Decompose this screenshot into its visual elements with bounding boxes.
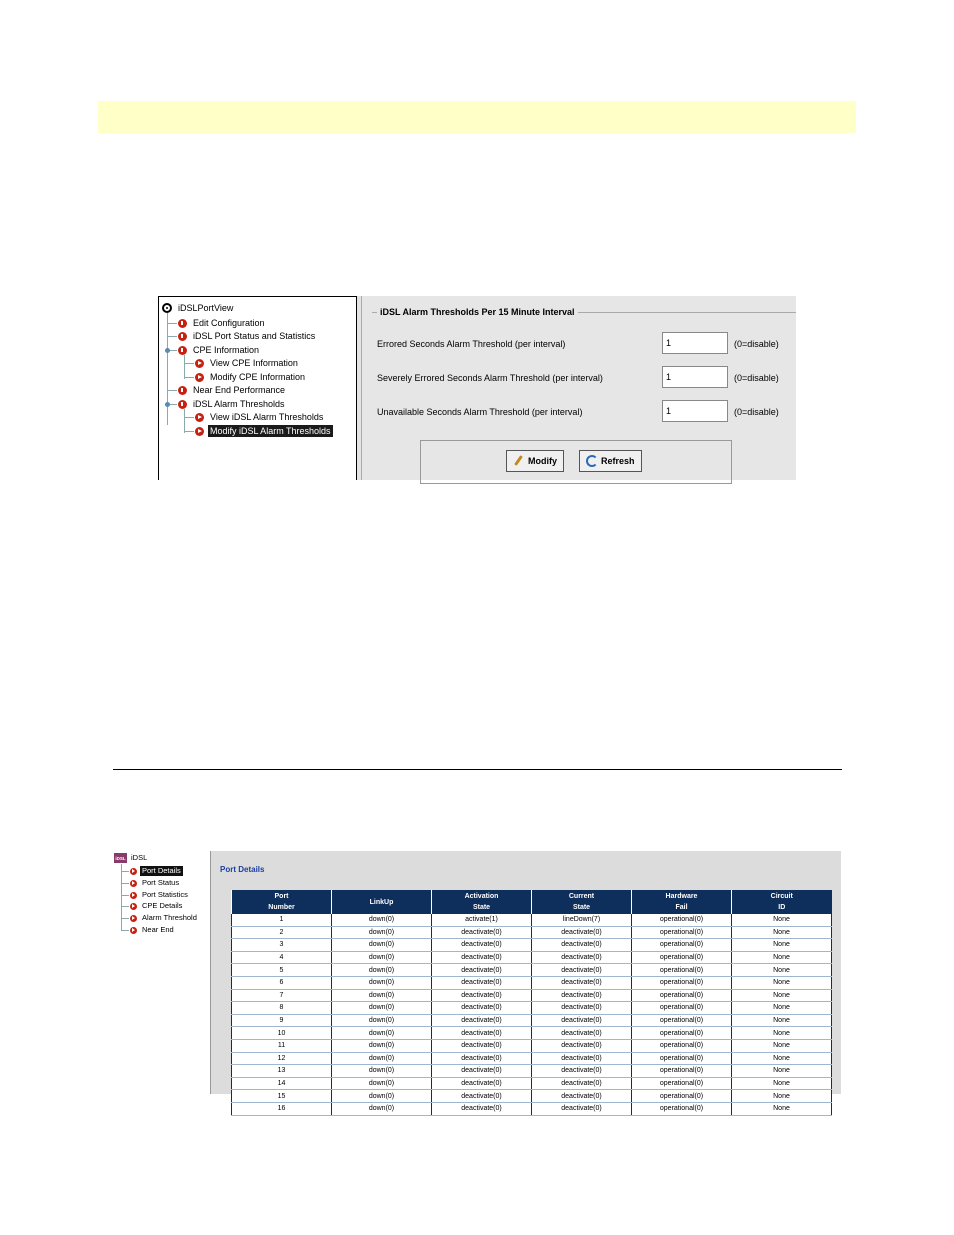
table-row[interactable]: [232, 964, 832, 977]
expand-handle-icon[interactable]: [165, 348, 170, 353]
tree-item-port-details[interactable]: Port Details: [130, 866, 183, 876]
table-row[interactable]: [232, 926, 832, 939]
arrow-bullet-icon: [130, 903, 137, 910]
table-cell: deactivate(0): [532, 1052, 632, 1065]
tree-item-view-cpe-information[interactable]: View CPE Information: [195, 357, 300, 369]
errored-seconds-label: Errored Seconds Alarm Threshold (per interval): [377, 339, 566, 349]
table-cell: None: [732, 1052, 832, 1065]
tree-line: [121, 864, 122, 930]
column-header[interactable]: Circuit ID: [732, 890, 832, 914]
table-cell: operational(0): [632, 939, 732, 952]
idsl-logo-icon: iDSL: [114, 853, 127, 863]
alert-bullet-icon: [178, 386, 187, 395]
port-details-body: [232, 914, 832, 1115]
table-cell: operational(0): [632, 1014, 732, 1027]
table-cell: operational(0): [632, 951, 732, 964]
tree-item-view-alarm-thresholds[interactable]: View iDSL Alarm Thresholds: [195, 411, 325, 423]
table-cell: lineDown(7): [532, 914, 632, 926]
table-cell: 13: [232, 1065, 332, 1078]
table-cell: deactivate(0): [432, 951, 532, 964]
table-cell: operational(0): [632, 1002, 732, 1015]
table-cell: down(0): [332, 1002, 432, 1015]
table-cell: 3: [232, 939, 332, 952]
button-group: [420, 440, 732, 484]
table-cell: operational(0): [632, 1102, 732, 1115]
tree-line: [121, 918, 129, 919]
table-cell: 16: [232, 1102, 332, 1115]
arrow-bullet-icon: [130, 868, 137, 875]
alert-bullet-icon: [178, 400, 187, 409]
table-cell: 1: [232, 914, 332, 926]
arrow-bullet-icon: [130, 927, 137, 934]
panel-title: iDSL Alarm Thresholds Per 15 Minute Interval: [377, 307, 578, 317]
table-cell: operational(0): [632, 1065, 732, 1078]
unavailable-seconds-input[interactable]: [662, 400, 728, 422]
table-cell: deactivate(0): [532, 1039, 632, 1052]
table-cell: deactivate(0): [432, 1002, 532, 1015]
table-cell: 12: [232, 1052, 332, 1065]
table-cell: deactivate(0): [432, 926, 532, 939]
table-cell: 11: [232, 1039, 332, 1052]
table-row[interactable]: [232, 1090, 832, 1103]
table-row[interactable]: [232, 1027, 832, 1040]
port-details-panel: [211, 851, 841, 1113]
table-cell: 4: [232, 951, 332, 964]
port-details-table: [231, 890, 832, 1116]
tree-item-alarm-threshold[interactable]: Alarm Threshold: [130, 913, 199, 923]
tree-item-edit-configuration[interactable]: Edit Configuration: [178, 317, 267, 329]
expand-handle-icon[interactable]: [165, 402, 170, 407]
table-cell: 6: [232, 976, 332, 989]
root-node-icon: [162, 303, 172, 313]
arrow-bullet-icon: [195, 427, 204, 436]
table-cell: deactivate(0): [532, 951, 632, 964]
table-cell: deactivate(0): [532, 1014, 632, 1027]
errored-seconds-hint: (0=disable): [734, 339, 779, 349]
table-cell: operational(0): [632, 926, 732, 939]
table-cell: None: [732, 1014, 832, 1027]
alert-bullet-icon: [178, 319, 187, 328]
table-cell: deactivate(0): [532, 1102, 632, 1115]
table-cell: deactivate(0): [432, 1027, 532, 1040]
tree-item-modify-alarm-thresholds[interactable]: Modify iDSL Alarm Thresholds: [195, 425, 333, 437]
column-header[interactable]: Activation State: [432, 890, 532, 914]
page-title: Port Details: [220, 865, 265, 874]
table-cell: down(0): [332, 1027, 432, 1040]
table-cell: None: [732, 964, 832, 977]
tree-line: [167, 390, 177, 391]
table-cell: deactivate(0): [532, 1002, 632, 1015]
tree-item-near-end[interactable]: Near End: [130, 925, 176, 935]
tree-line: [184, 363, 194, 364]
table-row[interactable]: [232, 914, 832, 926]
table-cell: down(0): [332, 976, 432, 989]
table-cell: down(0): [332, 1077, 432, 1090]
table-cell: operational(0): [632, 1052, 732, 1065]
tree-line: [121, 930, 129, 931]
table-cell: None: [732, 989, 832, 1002]
table-cell: operational(0): [632, 989, 732, 1002]
table-cell: deactivate(0): [432, 989, 532, 1002]
port-details-screenshot: [113, 851, 841, 1113]
arrow-bullet-icon: [195, 413, 204, 422]
table-cell: 9: [232, 1014, 332, 1027]
tree-line: [167, 323, 177, 324]
column-header[interactable]: Current State: [532, 890, 632, 914]
severely-errored-seconds-input[interactable]: [662, 366, 728, 388]
alarm-thresholds-panel: [361, 296, 796, 480]
highlight-bar: [98, 101, 856, 133]
table-cell: down(0): [332, 951, 432, 964]
table-row[interactable]: [232, 951, 832, 964]
table-row[interactable]: [232, 1065, 832, 1078]
table-cell: activate(1): [432, 914, 532, 926]
table-cell: deactivate(0): [432, 976, 532, 989]
tree-line: [184, 431, 194, 432]
severely-errored-seconds-hint: (0=disable): [734, 373, 779, 383]
table-cell: None: [732, 976, 832, 989]
table-row[interactable]: [232, 1002, 832, 1015]
table-cell: None: [732, 1002, 832, 1015]
table-cell: None: [732, 951, 832, 964]
table-cell: deactivate(0): [432, 1065, 532, 1078]
column-header[interactable]: Port Number: [232, 890, 332, 914]
table-cell: 15: [232, 1090, 332, 1103]
tree-line: [121, 895, 129, 896]
table-cell: None: [732, 914, 832, 926]
table-cell: 14: [232, 1077, 332, 1090]
table-cell: down(0): [332, 1039, 432, 1052]
table-cell: down(0): [332, 926, 432, 939]
tree-item-modify-cpe-information[interactable]: Modify CPE Information: [195, 371, 307, 383]
table-cell: deactivate(0): [432, 964, 532, 977]
table-cell: down(0): [332, 939, 432, 952]
idsl-tree: [113, 851, 211, 1094]
section-divider: [113, 769, 842, 770]
table-cell: operational(0): [632, 1090, 732, 1103]
tree-line: [167, 313, 168, 425]
table-cell: down(0): [332, 1014, 432, 1027]
table-cell: None: [732, 1077, 832, 1090]
table-cell: down(0): [332, 964, 432, 977]
table-cell: deactivate(0): [532, 976, 632, 989]
tree-item-cpe-information[interactable]: CPE Information: [178, 344, 261, 356]
unavailable-seconds-hint: (0=disable): [734, 407, 779, 417]
tree-line: [121, 906, 129, 907]
table-cell: deactivate(0): [432, 1052, 532, 1065]
tree-item-port-status[interactable]: Port Status: [130, 878, 181, 888]
arrow-bullet-icon: [130, 892, 137, 899]
port-view-tree: [158, 296, 357, 480]
table-cell: operational(0): [632, 1077, 732, 1090]
table-cell: deactivate(0): [432, 1039, 532, 1052]
table-cell: down(0): [332, 1102, 432, 1115]
table-row[interactable]: [232, 939, 832, 952]
table-row[interactable]: [232, 1102, 832, 1115]
table-cell: None: [732, 1102, 832, 1115]
tree-item-cpe-details[interactable]: CPE Details: [130, 901, 184, 911]
tree-root[interactable]: iDSL: [131, 853, 148, 862]
table-cell: operational(0): [632, 964, 732, 977]
table-cell: down(0): [332, 1065, 432, 1078]
modify-icon: [513, 455, 525, 467]
table-cell: down(0): [332, 989, 432, 1002]
table-cell: deactivate(0): [532, 1027, 632, 1040]
table-cell: operational(0): [632, 1039, 732, 1052]
column-header[interactable]: LinkUp: [332, 890, 432, 914]
tree-line: [184, 355, 185, 379]
table-row[interactable]: [232, 1077, 832, 1090]
table-cell: None: [732, 1027, 832, 1040]
table-cell: 7: [232, 989, 332, 1002]
table-cell: None: [732, 1065, 832, 1078]
table-cell: 5: [232, 964, 332, 977]
table-cell: 10: [232, 1027, 332, 1040]
table-cell: deactivate(0): [532, 989, 632, 1002]
tree-item-near-end-performance[interactable]: Near End Performance: [178, 384, 287, 396]
table-row[interactable]: [232, 989, 832, 1002]
table-row[interactable]: [232, 1052, 832, 1065]
tree-item-port-status-statistics[interactable]: iDSL Port Status and Statistics: [178, 330, 317, 342]
alert-bullet-icon: [178, 332, 187, 341]
arrow-bullet-icon: [130, 880, 137, 887]
unavailable-seconds-label: Unavailable Seconds Alarm Threshold (per interval): [377, 407, 583, 417]
arrow-bullet-icon: [130, 915, 137, 922]
arrow-bullet-icon: [195, 373, 204, 382]
table-cell: deactivate(0): [532, 939, 632, 952]
table-header-row: [232, 890, 832, 914]
table-cell: deactivate(0): [532, 964, 632, 977]
table-row[interactable]: [232, 1014, 832, 1027]
table-cell: deactivate(0): [432, 1102, 532, 1115]
modify-button[interactable]: Modify: [506, 450, 564, 472]
tree-line: [184, 417, 194, 418]
table-cell: None: [732, 1090, 832, 1103]
table-cell: deactivate(0): [532, 1077, 632, 1090]
tree-item-port-statistics[interactable]: Port Statistics: [130, 890, 190, 900]
column-header[interactable]: Hardware Fail: [632, 890, 732, 914]
tree-line: [121, 871, 129, 872]
alarm-thresholds-screenshot: [158, 296, 795, 480]
tree-line: [167, 336, 177, 337]
table-cell: 2: [232, 926, 332, 939]
table-cell: deactivate(0): [432, 1014, 532, 1027]
table-cell: None: [732, 926, 832, 939]
tree-root[interactable]: iDSLPortView: [162, 302, 235, 314]
table-cell: deactivate(0): [432, 1090, 532, 1103]
table-cell: operational(0): [632, 1027, 732, 1040]
alert-bullet-icon: [178, 346, 187, 355]
table-cell: down(0): [332, 1090, 432, 1103]
tree-line: [121, 883, 129, 884]
table-cell: deactivate(0): [532, 1065, 632, 1078]
arrow-bullet-icon: [195, 359, 204, 368]
table-cell: deactivate(0): [432, 939, 532, 952]
table-row[interactable]: [232, 1039, 832, 1052]
tree-line: [184, 409, 185, 433]
table-cell: None: [732, 1039, 832, 1052]
table-cell: None: [732, 939, 832, 952]
tree-item-alarm-thresholds[interactable]: iDSL Alarm Thresholds: [178, 398, 287, 410]
table-cell: 8: [232, 1002, 332, 1015]
table-cell: operational(0): [632, 976, 732, 989]
table-cell: deactivate(0): [432, 1077, 532, 1090]
tree-line: [184, 377, 194, 378]
refresh-icon: [586, 455, 598, 467]
severely-errored-seconds-label: Severely Errored Seconds Alarm Threshold (per interval): [377, 373, 603, 383]
table-cell: operational(0): [632, 914, 732, 926]
table-row[interactable]: [232, 976, 832, 989]
refresh-button[interactable]: Refresh: [579, 450, 642, 472]
table-cell: deactivate(0): [532, 926, 632, 939]
table-cell: down(0): [332, 1052, 432, 1065]
table-cell: deactivate(0): [532, 1090, 632, 1103]
errored-seconds-input[interactable]: [662, 332, 728, 354]
table-cell: down(0): [332, 914, 432, 926]
